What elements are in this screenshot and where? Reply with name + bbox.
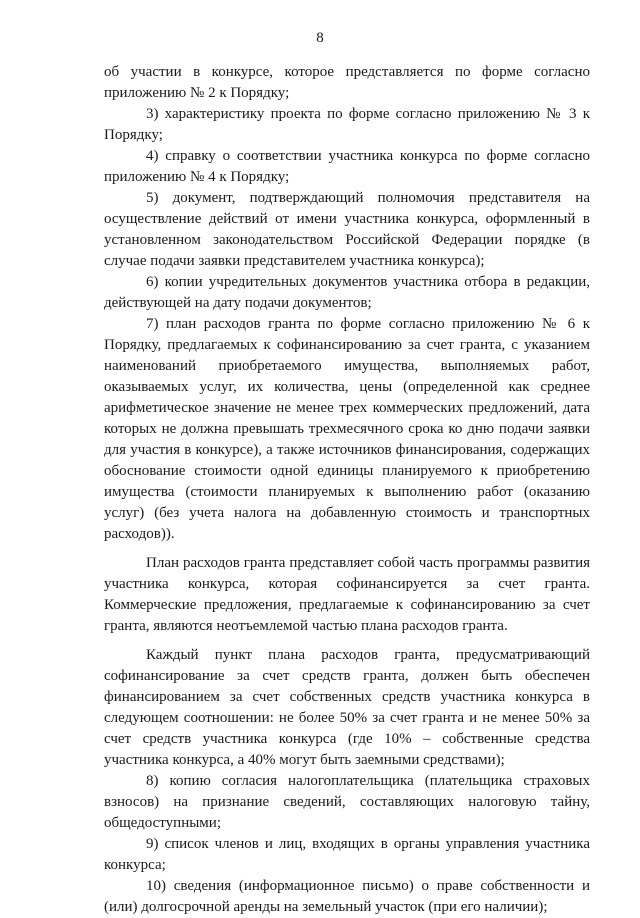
paragraph-item-4: 4) справку о соответствии участника конкурса по форме согласно приложению № 4 к Порядку; bbox=[104, 148, 590, 185]
paragraph-item-8: 8) копию согласия налогоплательщика (плательщика страховых взносов) на признание сведений, составляющих налоговую тайну, общедоступными; bbox=[104, 773, 590, 831]
paragraph-item-3: 3) характеристику проекта по форме согласно приложению № 3 к Порядку; bbox=[104, 106, 590, 143]
paragraph-item-9: 9) список членов и лиц, входящих в органы управления участника конкурса; bbox=[104, 836, 590, 873]
paragraph-item-5: 5) документ, подтверждающий полномочия представителя на осуществление действий от имени участника конкурса, оформленный в установленном законодательством Российской Федерации порядке (в случае подачи заявки представителем участника конкурса); bbox=[104, 190, 590, 269]
document-body bbox=[104, 62, 590, 918]
paragraph-item-7: 7) план расходов гранта по форме согласно приложению № 6 к Порядку, предлагаемых к софинансированию за счет гранта, с указанием наименований приобретаемого имущества, выполняемых работ, оказываемых услуг, их количества, цены (определенной как среднее арифметическое значение не менее трех коммерческих предложений, дата которых не должна превышать трехмесячного срока ко дню подачи заявки для участия в конкурсе), а также источников финансирования, содержащих обоснование стоимости одной единицы планируемого к приобретению имущества (стоимости планируемых к выполнению работ (оказанию услуг) (без учета налога на добавленную стоимость и транспортных расходов)). bbox=[104, 316, 590, 542]
paragraph-continuation: об участии в конкурсе, которое представляется по форме согласно приложению № 2 к Порядку; bbox=[104, 64, 590, 101]
page-number: 8 bbox=[316, 30, 324, 46]
paragraph-cofinancing: Каждый пункт плана расходов гранта, предусматривающий софинансирование за счет средств гранта, должен быть обеспечен финансированием за счет собственных средств участника конкурса в следующем соотношении: не более 50% за счет гранта и не менее 50% за счет средств участника конкурса (где 10% – собственные средства участника конкурса, а 40% могут быть заемными средствами); bbox=[104, 647, 590, 768]
paragraph-item-10: 10) сведения (информационное письмо) о праве собственности и (или) долгосрочной аренды на земельный участок (при его наличии); bbox=[104, 878, 590, 915]
paragraph-item-6: 6) копии учредительных документов участника отбора в редакции, действующей на дату подачи документов; bbox=[104, 274, 590, 311]
paragraph-expense-plan: План расходов гранта представляет собой часть программы развития участника конкурса, которая софинансируется за счет гранта. Коммерческие предложения, предлагаемые к софинансированию за счет гранта, являются неотъемлемой частью плана расходов гранта. bbox=[104, 555, 590, 634]
